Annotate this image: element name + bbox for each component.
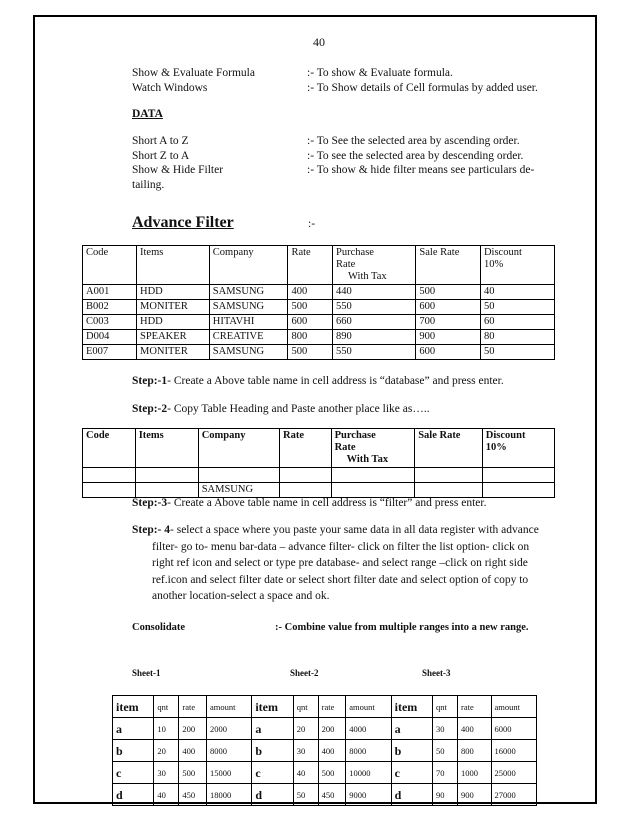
header-cell: Items: [137, 246, 210, 285]
header-line: 10%: [485, 442, 507, 453]
table-cell: 18000: [206, 784, 251, 806]
table-cell: E007: [83, 345, 137, 360]
table-cell: 4000: [346, 718, 391, 740]
table-cell: [280, 468, 332, 483]
data-item-name: Short Z to A: [132, 150, 190, 162]
header-line: With Tax: [348, 271, 387, 282]
step-label: Step:-2: [132, 403, 168, 415]
advance-filter-sep: :-: [308, 218, 316, 230]
table-cell: C003: [83, 315, 137, 330]
table-cell: 15000: [206, 762, 251, 784]
step-1: [132, 375, 504, 387]
table-row: [83, 300, 555, 315]
table-header-row: [113, 696, 537, 718]
table-cell: 500: [288, 345, 333, 360]
step-4-line: [132, 522, 562, 539]
header-line: 10%: [483, 259, 504, 270]
header-cell: amount: [346, 696, 391, 718]
table-cell: 550: [333, 345, 416, 360]
formula-item-name: Show & Evaluate Formula: [132, 67, 255, 79]
table-row: [113, 784, 537, 806]
formula-item-desc: :- To show & Evaluate formula.: [307, 67, 453, 79]
consolidate-table: [112, 695, 537, 806]
advance-filter-table: [82, 245, 555, 360]
table-cell: b: [113, 740, 154, 762]
step-label: Step:-3: [132, 497, 168, 509]
step-text: - Create a Above table name in cell address is “database” and press enter.: [167, 375, 504, 387]
table-cell: 200: [179, 718, 207, 740]
header-cell: item: [391, 696, 432, 718]
header-cell: qnt: [293, 696, 318, 718]
table-row: [113, 740, 537, 762]
step-3: [132, 497, 486, 509]
header-cell: rate: [179, 696, 207, 718]
data-item-name: Show & Hide Filter: [132, 164, 224, 176]
header-cell: Rate: [288, 246, 333, 285]
table-cell: d: [113, 784, 154, 806]
table-cell: 600: [288, 315, 333, 330]
header-line: Purchase: [334, 430, 376, 441]
table-cell: 10000: [346, 762, 391, 784]
table-cell: [482, 468, 554, 483]
table-cell: 600: [416, 345, 481, 360]
table-cell: 200: [318, 718, 346, 740]
table-cell: 70: [433, 762, 458, 784]
table-cell: A001: [83, 285, 137, 300]
table-cell: 8000: [206, 740, 251, 762]
table-cell: 8000: [346, 740, 391, 762]
formula-item-name: Watch Windows: [132, 82, 208, 94]
data-item-desc: :- To show & hide filter means see particulars de-: [307, 164, 535, 176]
table-cell: 30: [154, 762, 179, 784]
step-text: - Copy Table Heading and Paste another place like as…..: [167, 403, 430, 415]
header-line: Purchase: [336, 247, 374, 258]
table-cell: 27000: [491, 784, 537, 806]
table-cell: 50: [480, 345, 554, 360]
table-cell: a: [391, 718, 432, 740]
table-cell: [482, 483, 554, 498]
step-2: [132, 403, 430, 415]
table-cell: 500: [288, 300, 333, 315]
table-row: [83, 315, 555, 330]
table-cell: [135, 483, 198, 498]
table-cell: 900: [416, 330, 481, 345]
table-cell: [83, 468, 136, 483]
table-cell: 40: [480, 285, 554, 300]
table-cell: CREATIVE: [209, 330, 288, 345]
header-cell: qnt: [154, 696, 179, 718]
table-cell: 450: [318, 784, 346, 806]
step-label: Step:- 4: [132, 524, 171, 536]
sheet-label: Sheet-2: [290, 668, 319, 678]
table-cell: HDD: [137, 315, 210, 330]
table-cell: 600: [416, 300, 481, 315]
table-cell: D004: [83, 330, 137, 345]
table-cell: MONITER: [137, 345, 210, 360]
table-cell: 30: [293, 740, 318, 762]
table-cell: 500: [179, 762, 207, 784]
table-cell: 25000: [491, 762, 537, 784]
header-cell: item: [113, 696, 154, 718]
sheet-label: Sheet-3: [422, 668, 451, 678]
table-cell: 20: [293, 718, 318, 740]
table-cell: HDD: [137, 285, 210, 300]
table-header-row: [83, 246, 555, 285]
table-cell: 890: [333, 330, 416, 345]
step-4-line: right ref icon and select or type pre database- and select range –click on right side: [152, 557, 528, 569]
table-cell: 16000: [491, 740, 537, 762]
consolidate-label: Consolidate: [132, 622, 186, 633]
table-cell: 2000: [206, 718, 251, 740]
page-number: 40: [313, 35, 325, 49]
step-4-line: filter- go to- menu bar-data – advance filter- click on filter the list option- click on: [152, 540, 530, 553]
table-cell: 9000: [346, 784, 391, 806]
table-row: [113, 718, 537, 740]
header-cell: [480, 246, 554, 285]
table-cell: 400: [179, 740, 207, 762]
step-4: [132, 522, 562, 605]
header-cell: rate: [457, 696, 491, 718]
table-cell: 800: [288, 330, 333, 345]
table-cell: 800: [457, 740, 491, 762]
table-cell: SAMSUNG: [209, 285, 288, 300]
header-cell: Sale Rate: [416, 246, 481, 285]
table-cell: c: [252, 762, 293, 784]
header-cell: [482, 429, 554, 468]
data-item-desc: :- To see the selected area by descending order.: [307, 150, 524, 162]
table-cell: c: [391, 762, 432, 784]
table-cell: [331, 483, 415, 498]
formula-item-desc: :- To Show details of Cell formulas by added user.: [307, 82, 538, 94]
table-row: [83, 483, 555, 498]
header-cell: Company: [209, 246, 288, 285]
table-cell: 400: [318, 740, 346, 762]
table-cell: 6000: [491, 718, 537, 740]
header-cell: qnt: [433, 696, 458, 718]
table-cell: 450: [179, 784, 207, 806]
table-cell: 400: [288, 285, 333, 300]
header-cell: Code: [83, 429, 136, 468]
table-cell: a: [113, 718, 154, 740]
table-cell: MONITER: [137, 300, 210, 315]
table-row: [83, 468, 555, 483]
header-cell: Rate: [280, 429, 332, 468]
table-cell: 50: [433, 740, 458, 762]
table-cell: 20: [154, 740, 179, 762]
table-cell: a: [252, 718, 293, 740]
table-row: [83, 345, 555, 360]
header-cell: amount: [206, 696, 251, 718]
data-item-desc: :- To See the selected area by ascending order.: [307, 135, 520, 147]
data-item-name: Short A to Z: [132, 135, 189, 147]
header-cell: [333, 246, 416, 285]
table-cell: 500: [318, 762, 346, 784]
table-cell: 440: [333, 285, 416, 300]
table-row: [113, 762, 537, 784]
table-cell: 700: [416, 315, 481, 330]
table-cell: 40: [293, 762, 318, 784]
table-cell: 1000: [457, 762, 491, 784]
advance-filter-title: Advance Filter: [132, 214, 234, 231]
header-cell: Company: [198, 429, 279, 468]
data-heading: DATA: [132, 108, 163, 120]
consolidate-desc: :- Combine value from multiple ranges into a new range.: [275, 622, 529, 633]
table-cell: 50: [293, 784, 318, 806]
data-item-continuation: tailing.: [132, 179, 165, 191]
table-cell: SAMSUNG: [198, 483, 279, 498]
criteria-table: [82, 428, 555, 498]
table-cell: [415, 468, 483, 483]
table-cell: 80: [480, 330, 554, 345]
table-cell: [135, 468, 198, 483]
table-cell: SAMSUNG: [209, 300, 288, 315]
table-cell: 900: [457, 784, 491, 806]
table-cell: 90: [433, 784, 458, 806]
table-cell: [415, 483, 483, 498]
header-line: Rate: [336, 259, 356, 270]
header-cell: Sale Rate: [415, 429, 483, 468]
table-cell: 660: [333, 315, 416, 330]
header-cell: Items: [135, 429, 198, 468]
header-cell: [331, 429, 415, 468]
step-text: - select a space where you paste your same data in all data register with advance: [170, 524, 539, 536]
table-cell: SAMSUNG: [209, 345, 288, 360]
step-4-line: another location-select a space and ok.: [152, 590, 330, 602]
table-cell: 40: [154, 784, 179, 806]
header-line: Discount: [483, 247, 522, 258]
header-line: Discount: [485, 430, 526, 441]
table-cell: [83, 483, 136, 498]
header-line: With Tax: [346, 454, 389, 465]
table-cell: [280, 483, 332, 498]
table-cell: b: [391, 740, 432, 762]
table-cell: b: [252, 740, 293, 762]
header-line: Rate: [334, 442, 356, 453]
sheet-label: Sheet-1: [132, 668, 161, 678]
header-cell: Code: [83, 246, 137, 285]
step-4-line: ref.icon and select filter date or select short filter date and select option of copy to: [152, 573, 529, 586]
table-cell: HITAVHI: [209, 315, 288, 330]
table-row: [83, 285, 555, 300]
table-cell: [198, 468, 279, 483]
step-label: Step:-1: [132, 375, 168, 387]
header-cell: item: [252, 696, 293, 718]
table-header-row: [83, 429, 555, 468]
table-cell: B002: [83, 300, 137, 315]
table-cell: c: [113, 762, 154, 784]
table-row: [83, 330, 555, 345]
header-cell: amount: [491, 696, 537, 718]
table-cell: [331, 468, 415, 483]
table-cell: 60: [480, 315, 554, 330]
table-cell: d: [391, 784, 432, 806]
table-cell: 500: [416, 285, 481, 300]
table-cell: 550: [333, 300, 416, 315]
table-cell: 10: [154, 718, 179, 740]
header-cell: rate: [318, 696, 346, 718]
table-cell: 400: [457, 718, 491, 740]
step-text: - Create a Above table name in cell address is “filter” and press enter.: [167, 497, 487, 509]
table-cell: 30: [433, 718, 458, 740]
table-cell: 50: [480, 300, 554, 315]
table-cell: d: [252, 784, 293, 806]
table-cell: SPEAKER: [137, 330, 210, 345]
